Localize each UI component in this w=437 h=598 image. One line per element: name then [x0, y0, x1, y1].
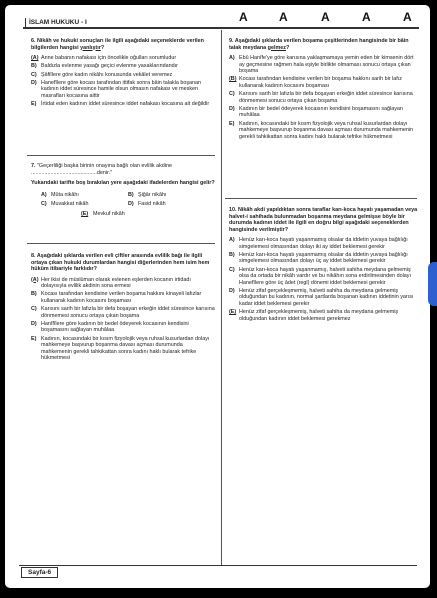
booklet-letters — [237, 10, 417, 26]
option-c[interactable] — [31, 306, 215, 319]
option-letter: D) — [229, 105, 235, 112]
booklet-letter: A — [239, 10, 248, 24]
option-a[interactable] — [41, 192, 128, 199]
stem-question: Yukarıdaki tarifte boş bırakılan yere aşağıdaki ifadelerden hangisi gelir? — [31, 180, 215, 186]
option-text: İrtidat eden kadının iddet süresince iddet nafakası kocasına ait değildir — [41, 101, 210, 108]
option-text: Karısını sarih bir lafızla bir defa boşayan erkeğin iddet süresince karısına dönmemesi sonucu ortaya çıkan boşama — [239, 91, 413, 104]
option-letter: C) — [229, 266, 235, 273]
option-d[interactable] — [128, 201, 215, 208]
option-text: Anne babanın nafakası için öncelikle oğulları sorumludur — [41, 55, 177, 61]
option-a[interactable] — [31, 277, 215, 290]
option-text: Şiğâr nikâhı — [138, 191, 167, 198]
stem-text: Nikâh ve hukuki sonuçları ile ilgili aşağıdaki seçeneklerde verilen bilgilerden hangisi — [31, 38, 204, 51]
option-text: Kadının, kocasındaki bir kısım fizyolojik veya ruhsal kusurlardan dolayı mahkemeye başvurup boşanma davası açması durumunda mahkemenin gerekli tahkikattan sonra kadını haklı bularak tefrike hükmetmesi — [239, 120, 414, 140]
booklet-letter: A — [362, 10, 371, 24]
stem-text: Aşağıdaki şıklarda verilen boşama çeşitlerinden hangisinde bir bâin talak meydana — [229, 38, 409, 51]
question-number: 8. — [31, 253, 36, 259]
option-letter: C) — [41, 201, 47, 208]
question-number: 7. — [31, 163, 36, 169]
option-b[interactable] — [31, 291, 215, 304]
option-text: Mevkuf nikâh — [93, 210, 125, 217]
option-text: Ebû Hanîfe'ye göre karısına yaklaşmamaya yemin eden bir kimsenin dört ay geçmesine rağmen hala eşiyle birlikte olmaması sonucu ortaya çıkan boşama — [239, 55, 414, 74]
option-letter: B) — [31, 291, 37, 298]
option-letter: C) — [229, 91, 235, 98]
option-e[interactable] — [229, 121, 419, 141]
option-c[interactable] — [229, 91, 419, 104]
option-text: Muvakkat nikâh — [51, 201, 89, 208]
option-b[interactable] — [128, 192, 215, 199]
option-text: Henüz zifaf gerçekleşmemiş, halveti sahiha da meydana gelmemiş olduğundan bu kadının, normal şartlarda boşanan kadının iddetinin yarısı kadar iddet beklemesi gerekir — [239, 287, 414, 307]
option-a[interactable] — [31, 55, 215, 62]
option-letter: D) — [128, 201, 134, 208]
question-stem — [229, 38, 419, 51]
question-separator — [27, 155, 215, 156]
option-text: Şâfiîlere göre kadın nikâhı konusunda vekâlet veremez — [41, 71, 173, 78]
option-text: Henüz karı-koca hayatı yaşanmamış olsalar da iddetin yuvaya bağlılığı simgelemesi olmasından dolayı iki ay iddet beklemesi gerekir — [239, 237, 408, 250]
exam-page — [5, 5, 430, 588]
question-10 — [229, 207, 419, 324]
option-letter: C) — [31, 306, 37, 313]
option-b[interactable] — [229, 252, 419, 265]
booklet-letter: A — [279, 10, 288, 24]
question-7 — [31, 163, 215, 217]
option-text: Henüz karı-koca hayatı yaşanmamış, halveti sahiha meydana gelmemiş olsa da ortada bir nikâh vardır ve bu nikâhın sona erdirilmesinden dolayı Hanefîlere göre üç âdet (regl) dönemi iddet beklemesi gerekir — [239, 266, 412, 286]
option-letter: B) — [31, 63, 37, 70]
option-letter: D) — [229, 287, 235, 294]
option-b[interactable] — [229, 76, 419, 89]
question-stem — [229, 207, 419, 233]
option-d[interactable] — [229, 288, 419, 308]
option-letter: C) — [31, 71, 37, 78]
option-e[interactable] — [229, 309, 419, 322]
question-separator — [225, 198, 417, 199]
option-text: Hanîfîlere göre kadının bir bedel ödeyerek kocasının kendisini boşamasını sağlayan muhâlaa — [41, 320, 189, 334]
question-8 — [31, 253, 215, 363]
option-letter: D) — [31, 320, 37, 327]
option-letter: E) — [31, 101, 37, 108]
question-number: 10. — [229, 207, 237, 213]
option-c[interactable] — [31, 72, 215, 79]
option-text: Fasid nikâh — [138, 201, 166, 208]
option-letter: (B) — [229, 76, 237, 83]
question-9 — [229, 38, 419, 142]
page-number: Sayfa-6 — [21, 567, 58, 578]
option-text: Mûta nikâhı — [51, 191, 79, 198]
option-e[interactable] — [41, 211, 215, 218]
option-text: Hanefîlere göre kocası tarafından ittifak sonra bâin talakla boşanan kadının iddet süresince hamile olsun olmasın nafakası ve mesken masrafları kocasına aittir — [41, 79, 202, 99]
footer-rule — [19, 565, 417, 566]
option-b[interactable] — [31, 63, 215, 70]
option-d[interactable] — [31, 321, 215, 334]
option-text: Kadının, kocasındaki bir kısım fizyolojik veya ruhsal kusurlardan dolayı mahkemeye başvurup boşanma davası açması durumunda mahkemenin gerekli tahkikattan sonra kadını haklı bularak tefrike hükmetmesi — [41, 335, 210, 362]
option-text: Baldızla evlenme yasağı geçici evlenme yasaklarındandır — [41, 63, 178, 70]
option-text: Kocası tarafından kendisine verilen boşama hakkını kinayeli lafızlar kullanarak kadının kocasını boşaması — [41, 291, 202, 304]
stem-text: Nikâh akdi yapıldıktan sonra taraflar karı-koca hayatı yaşamadan veya halvet-i sahihada bulunmadan boşanma meydana gelmişse böyle bir durumda kadının iddet ile ilgili en doğru bilgi aşağıdaki seçeneklerden hangisinde verilmiştir? — [229, 207, 418, 233]
option-a[interactable] — [229, 55, 419, 75]
column-divider — [221, 30, 222, 565]
question-6 — [31, 38, 215, 109]
option-letter: E) — [31, 335, 37, 342]
question-stem — [31, 253, 215, 273]
option-text: Kocası tarafından kendisine verilen bir boşama hakkını sarih bir lafız kullanarak kadının kocasını boşaması — [239, 76, 403, 89]
option-text: Henüz karı-koca hayatı yaşanmamış olsalar da iddetin yuvaya bağlılığı simgelemesi olmasından dolayı üç ay iddet beklemesi gerekir — [239, 251, 408, 265]
question-number: 6. — [31, 38, 36, 44]
stem-emphasis: gelmez — [267, 44, 286, 51]
question-stem — [31, 38, 215, 51]
side-scroll-tab[interactable] — [428, 262, 437, 306]
option-letter: A) — [41, 191, 47, 198]
option-a[interactable] — [229, 237, 419, 250]
option-letter: B) — [229, 251, 235, 258]
option-letter: D) — [31, 79, 37, 86]
header-rule — [23, 27, 419, 29]
question-stem — [31, 163, 215, 176]
option-d[interactable] — [31, 80, 215, 100]
stem-text: Aşağıdaki şıklarda verilen evli çiftler arasında evlilik bağı ile ilgili ortaya çıkan hukuki durumlardan hangisi diğerlerinden hem isim hem hüküm itibariyle farklıdır? — [31, 253, 210, 272]
option-letter: (E) — [81, 210, 89, 217]
option-letter: E) — [229, 120, 235, 127]
option-letter: A) — [229, 237, 235, 243]
option-letter: B) — [128, 191, 134, 198]
booklet-letter: A — [403, 10, 412, 24]
option-d[interactable] — [229, 106, 419, 119]
option-e[interactable] — [31, 336, 215, 362]
subject-title: İSLAM HUKUKU - I — [25, 18, 87, 27]
stem-quote: "Geçerliliği başka birinin onayına bağlı olan evlilik akdine ............................................denir." — [31, 163, 172, 176]
option-text: Henüz zifaf gerçekleşmemiş, halveti sahiha da meydana gelmemiş olduğundan kadının iddet beklemesi gerekmez — [239, 309, 399, 322]
option-letter: (A) — [31, 276, 39, 283]
option-e[interactable] — [31, 101, 215, 108]
option-letter: A) — [229, 55, 235, 61]
option-c[interactable] — [229, 267, 419, 287]
option-text: Her ikisi de müslüman olarak evlenen eşlerden kocanın irtidadı dolayısıyla evlilik akdinin sona ermesi — [41, 276, 191, 289]
question-number: 9. — [229, 38, 234, 44]
stem-end: ? — [100, 44, 105, 51]
booklet-letter: A — [321, 10, 330, 24]
option-text: Karısını sarih bir lafızla bir defa boşayan erkeğin iddet süresince karısına dönmemesi sonucu ortaya çıkan boşama — [41, 306, 215, 319]
question-separator — [27, 243, 215, 244]
option-text: Kadının bir bedel ödeyerek kocasının kendisini boşamasını sağlayan muhâlaa — [239, 105, 403, 119]
option-letter: (E) — [229, 309, 237, 316]
option-letter: (A) — [31, 55, 39, 61]
stem-emphasis: yanlıştır — [80, 44, 101, 51]
option-c[interactable] — [41, 201, 128, 208]
page-footer — [19, 565, 419, 577]
stem-end: ? — [285, 44, 290, 51]
